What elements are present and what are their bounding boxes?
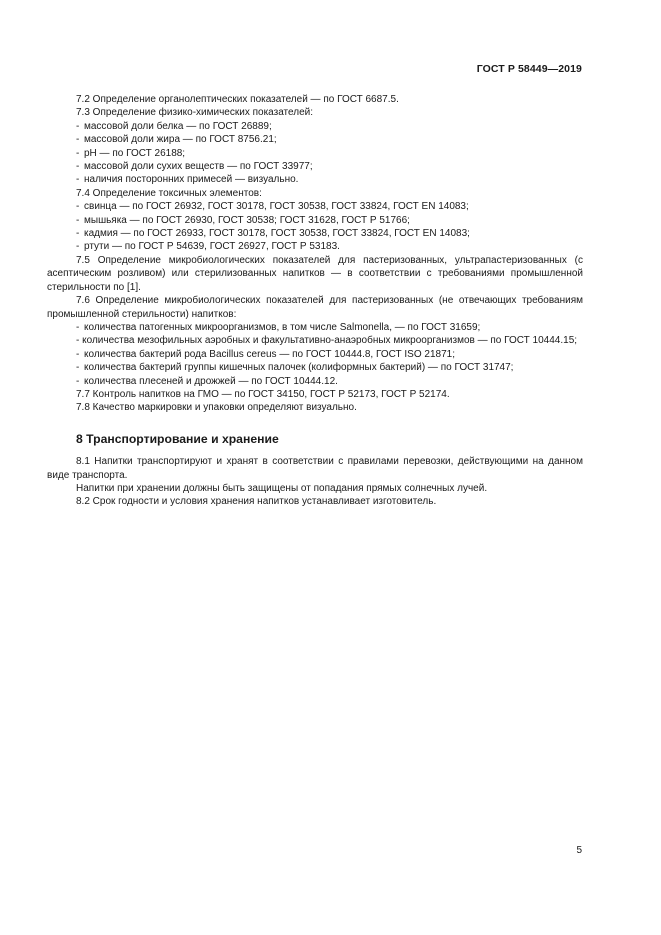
clause-7-4: 7.4 Определение токсичных элементов: bbox=[76, 187, 262, 199]
list-item: - количества плесеней и дрожжей — по ГОСТ 10444.12. bbox=[47, 375, 583, 388]
list-item: - количества бактерий группы кишечных палочек (колиформных бактерий) — по ГОСТ 31747; bbox=[47, 361, 583, 374]
list-item: - ртути — по ГОСТ Р 54639, ГОСТ 26927, ГОСТ Р 53183. bbox=[47, 240, 583, 253]
clause-7-3: 7.3 Определение физико-химических показателей: bbox=[76, 107, 314, 119]
page-number: 5 bbox=[576, 845, 582, 856]
list-item: - массовой доли сухих веществ — по ГОСТ 33977; bbox=[47, 160, 583, 173]
list-item: - количества бактерий рода Bacillus cereus — по ГОСТ 10444.8, ГОСТ ISO 21871; bbox=[47, 348, 583, 361]
clause-7-6: 7.6 Определение микробиологических показателей для пастеризованных (не отвечающих требованиям промышленной стерильности) напитков: bbox=[47, 295, 583, 320]
list-item: - наличия посторонних примесей — визуально. bbox=[47, 173, 583, 186]
list-item: - массовой доли жира — по ГОСТ 8756.21; bbox=[47, 133, 583, 146]
document-number-header: ГОСТ Р 58449—2019 bbox=[476, 63, 582, 75]
clause-7-2: 7.2 Определение органолептических показателей — по ГОСТ 6687.5. bbox=[76, 94, 399, 105]
list-dash: - bbox=[76, 335, 83, 347]
list-item bbox=[47, 334, 583, 347]
clause-8-1-continued: Напитки при хранении должны быть защищены от попадания прямых солнечных лучей. bbox=[76, 482, 488, 494]
clause-8-2: 8.2 Срок годности и условия хранения напитков устанавливает изготовитель. bbox=[76, 496, 437, 508]
list-item: - количества патогенных микроорганизмов, в том числе Salmonella, — по ГОСТ 31659; bbox=[47, 321, 583, 334]
page-content bbox=[47, 93, 583, 509]
list-item-text: количества мезофильных аэробных и факультативно-анаэробных микроорганизмов — по ГОСТ 10444.15; bbox=[82, 335, 578, 347]
list-item: - массовой доли белка — по ГОСТ 26889; bbox=[47, 120, 583, 133]
list-item: - свинца — по ГОСТ 26932, ГОСТ 30178, ГОСТ 30538, ГОСТ 33824, ГОСТ EN 14083; bbox=[47, 200, 583, 213]
list-item: - мышьяка — по ГОСТ 26930, ГОСТ 30538; ГОСТ 31628, ГОСТ Р 51766; bbox=[47, 214, 583, 227]
section-title: 8 Транспортирование и хранение bbox=[76, 431, 279, 446]
clause-8-1: 8.1 Напитки транспортируют и хранят в соответствии с правилами перевозки, действующими на данном виде транспорта. bbox=[47, 456, 583, 481]
clause-7-8: 7.8 Качество маркировки и упаковки определяют визуально. bbox=[76, 402, 357, 414]
clause-7-7: 7.7 Контроль напитков на ГМО — по ГОСТ 34150, ГОСТ Р 52173, ГОСТ Р 52174. bbox=[76, 388, 450, 400]
list-item: - pH — по ГОСТ 26188; bbox=[47, 147, 583, 160]
list-item: - кадмия — по ГОСТ 26933, ГОСТ 30178, ГОСТ 30538, ГОСТ 33824, ГОСТ EN 14083; bbox=[47, 227, 583, 240]
clause-7-5: 7.5 Определение микробиологических показателей для пастеризованных, ультрапастеризованных (с асептическим розливом) или стерилизованных напитков — в соответствии с требованиями промышленной стерильности по [1]. bbox=[47, 254, 583, 293]
